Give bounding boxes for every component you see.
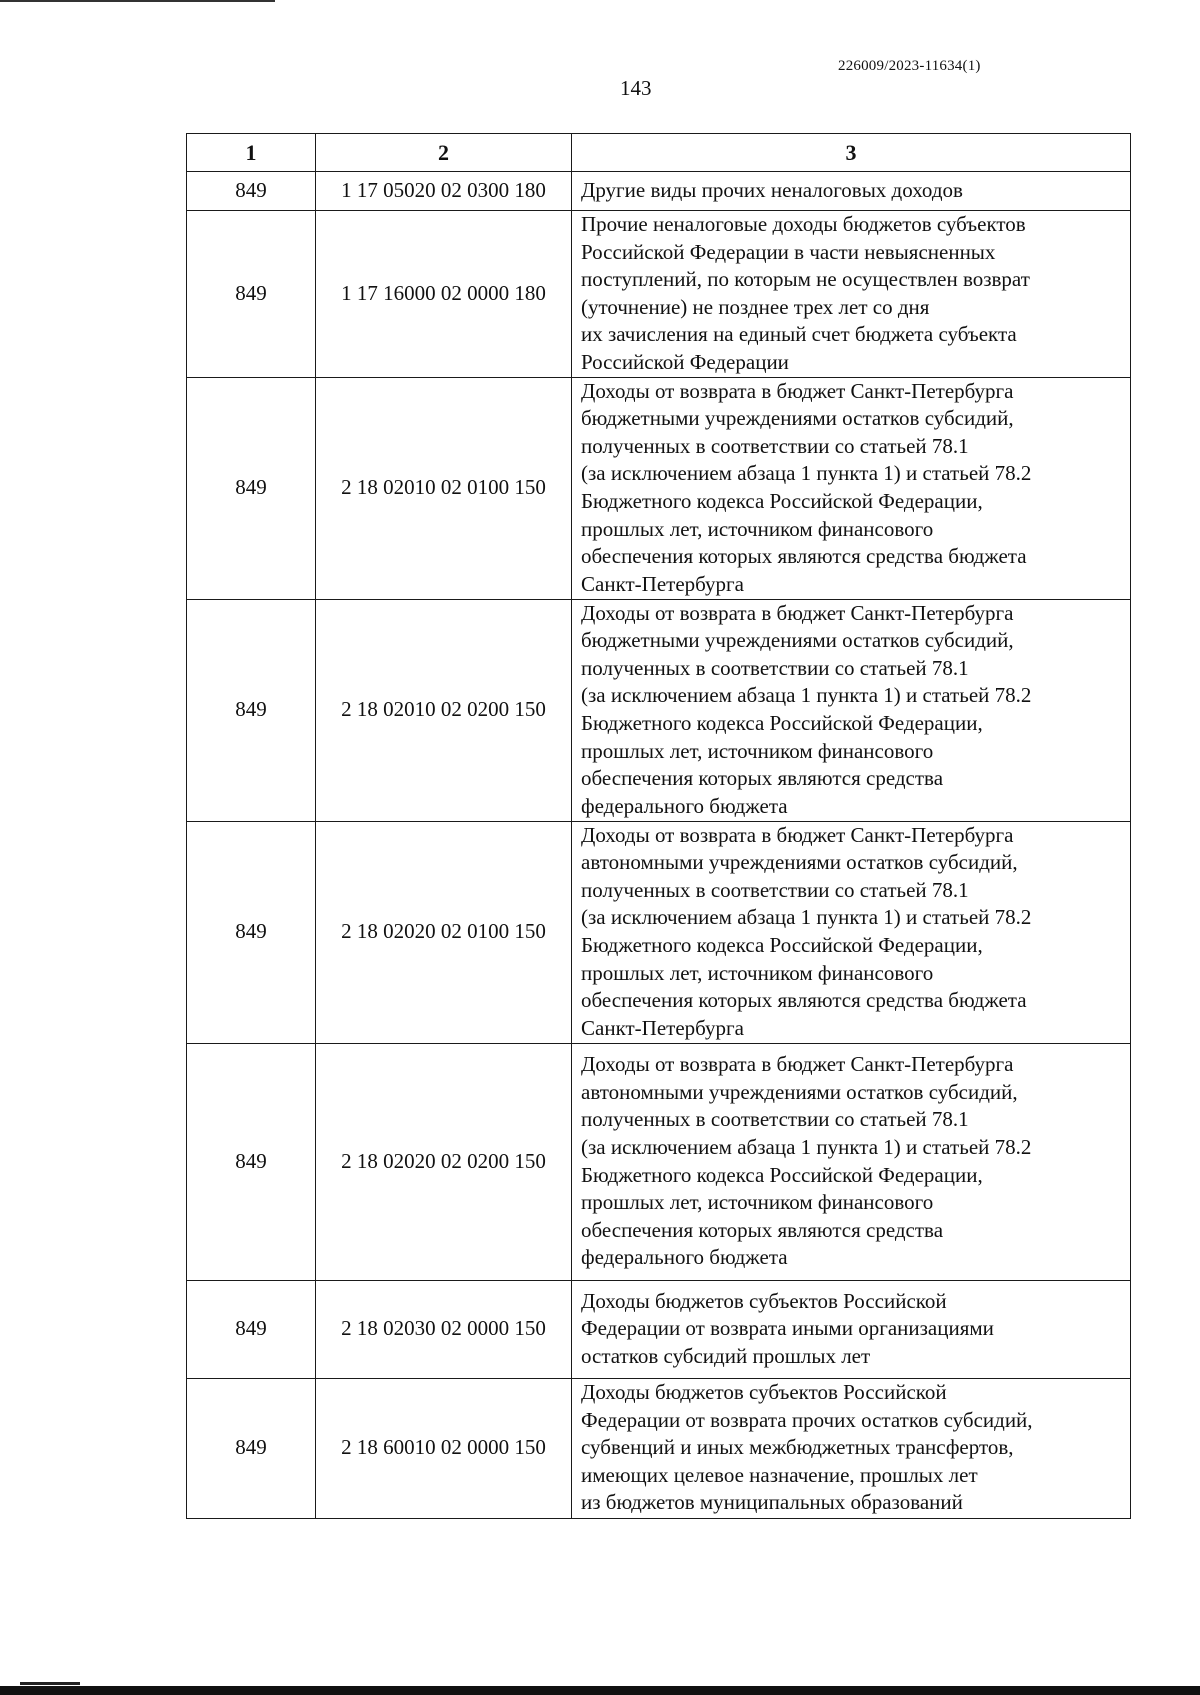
revenue-description: Другие виды прочих неналоговых доходов xyxy=(572,172,1131,211)
administrator-code: 849 xyxy=(187,211,316,378)
scan-edge-mark xyxy=(20,1682,80,1685)
revenue-codes-table xyxy=(186,133,1131,1519)
table-row xyxy=(187,1378,1131,1518)
budget-classification-code: 2 18 02030 02 0000 150 xyxy=(316,1280,572,1378)
revenue-description: Доходы от возврата в бюджет Санкт-Петербурга бюджетными учреждениями остатков субсидий, полученных в соответствии со статьей 78.1 (за исключением абзаца 1 пункта 1) и статьей 78.2 Бюджетного кодекса Российской Федерации, прошлых лет, источником финансового обеспечения которых являются средства бюджета Санкт-Петербурга xyxy=(572,377,1131,599)
budget-classification-code: 2 18 60010 02 0000 150 xyxy=(316,1378,572,1518)
administrator-code: 849 xyxy=(187,1378,316,1518)
document-number: 226009/2023-11634(1) xyxy=(838,58,981,74)
column-header-1: 1 xyxy=(187,134,316,172)
column-header-2: 2 xyxy=(316,134,572,172)
table-row xyxy=(187,172,1131,211)
budget-classification-code: 1 17 05020 02 0300 180 xyxy=(316,172,572,211)
table-row xyxy=(187,1043,1131,1280)
revenue-description: Доходы от возврата в бюджет Санкт-Петербурга автономными учреждениями остатков субсидий, полученных в соответствии со статьей 78.1 (за исключением абзаца 1 пункта 1) и статьей 78.2 Бюджетного кодекса Российской Федерации, прошлых лет, источником финансового обеспечения которых являются средства федерального бюджета xyxy=(572,1043,1131,1280)
revenue-description: Доходы от возврата в бюджет Санкт-Петербурга автономными учреждениями остатков субсидий, полученных в соответствии со статьей 78.1 (за исключением абзаца 1 пункта 1) и статьей 78.2 Бюджетного кодекса Российской Федерации, прошлых лет, источником финансового обеспечения которых являются средства бюджета Санкт-Петербурга xyxy=(572,821,1131,1043)
budget-classification-code: 1 17 16000 02 0000 180 xyxy=(316,211,572,378)
administrator-code: 849 xyxy=(187,172,316,211)
table-row xyxy=(187,211,1131,378)
table-row xyxy=(187,599,1131,821)
table-row xyxy=(187,1280,1131,1378)
revenue-description: Доходы от возврата в бюджет Санкт-Петербурга бюджетными учреждениями остатков субсидий, полученных в соответствии со статьей 78.1 (за исключением абзаца 1 пункта 1) и статьей 78.2 Бюджетного кодекса Российской Федерации, прошлых лет, источником финансового обеспечения которых являются средства федерального бюджета xyxy=(572,599,1131,821)
administrator-code: 849 xyxy=(187,599,316,821)
budget-classification-code: 2 18 02010 02 0100 150 xyxy=(316,377,572,599)
table-row xyxy=(187,821,1131,1043)
table-header-row xyxy=(187,134,1131,172)
column-header-3: 3 xyxy=(572,134,1131,172)
budget-classification-code: 2 18 02020 02 0100 150 xyxy=(316,821,572,1043)
administrator-code: 849 xyxy=(187,1043,316,1280)
administrator-code: 849 xyxy=(187,1280,316,1378)
revenue-description: Прочие неналоговые доходы бюджетов субъектов Российской Федерации в части невыясненных поступлений, по которым не осуществлен возврат (уточнение) не позднее трех лет со дня их зачисления на единый счет бюджета субъекта Российской Федерации xyxy=(572,211,1131,378)
administrator-code: 849 xyxy=(187,377,316,599)
table-row xyxy=(187,377,1131,599)
scan-edge-bar xyxy=(0,1686,1200,1695)
budget-classification-code: 2 18 02020 02 0200 150 xyxy=(316,1043,572,1280)
scan-edge-line xyxy=(0,0,275,2)
revenue-description: Доходы бюджетов субъектов Российской Федерации от возврата прочих остатков субсидий, субвенций и иных межбюджетных трансфертов, имеющих целевое назначение, прошлых лет из бюджетов муниципальных образований xyxy=(572,1378,1131,1518)
budget-classification-code: 2 18 02010 02 0200 150 xyxy=(316,599,572,821)
administrator-code: 849 xyxy=(187,821,316,1043)
page-number: 143 xyxy=(620,76,652,100)
revenue-description: Доходы бюджетов субъектов Российской Федерации от возврата иными организациями остатков субсидий прошлых лет xyxy=(572,1280,1131,1378)
